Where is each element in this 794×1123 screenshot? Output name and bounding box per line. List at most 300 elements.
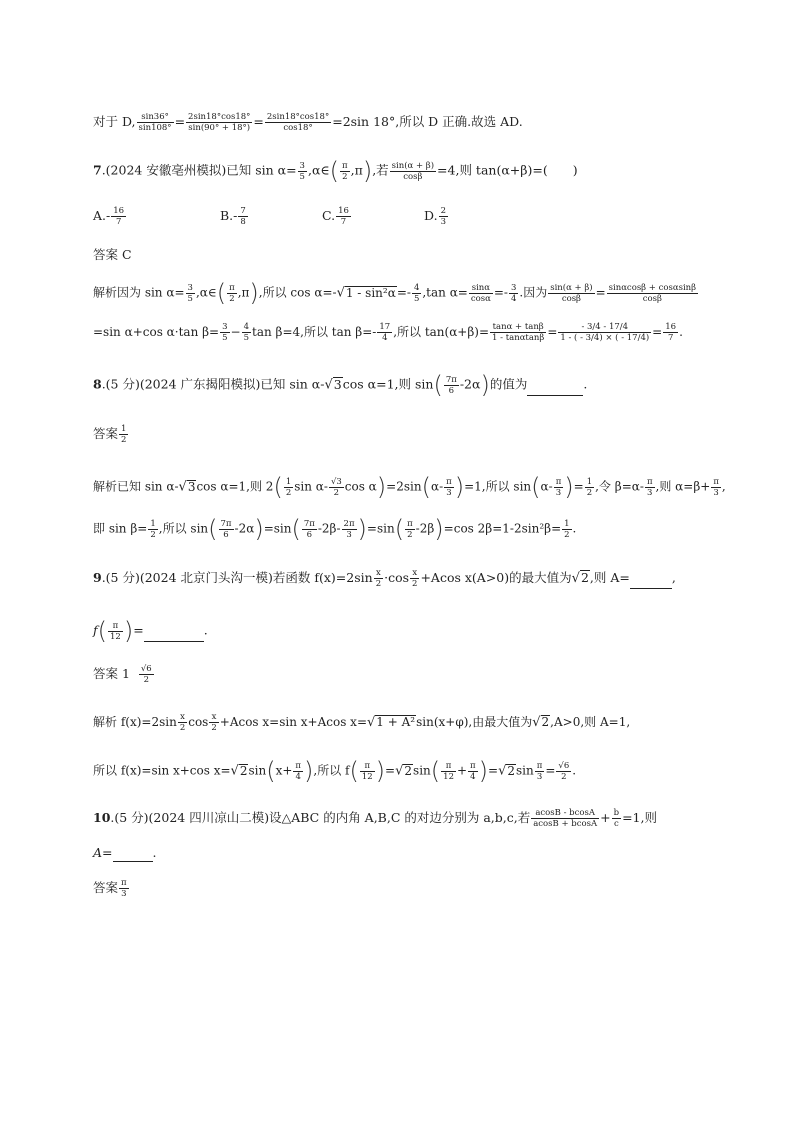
numerator: 1 (586, 476, 593, 487)
right-paren: ) (249, 279, 259, 307)
text: = (133, 622, 144, 638)
left-paren: ( (273, 473, 283, 501)
fraction (554, 477, 564, 498)
numerator: - 3/4 - 17/4 (558, 322, 651, 333)
question-number: 8 (93, 376, 102, 392)
right-paren: ) (254, 515, 264, 543)
text: = (545, 763, 556, 778)
fraction (360, 761, 375, 782)
denominator: 4 (382, 333, 388, 343)
denominator: 2 (407, 529, 413, 540)
text: = (547, 325, 558, 339)
answer-label: 答案 (93, 426, 119, 441)
fraction (509, 283, 518, 304)
text: ,所以 cos α=- (258, 285, 337, 300)
numerator: sin(α + β) (391, 160, 435, 171)
numerator: 1 (150, 518, 156, 529)
text: +Acos x(A>0)的最大值为 (420, 570, 572, 585)
radicand: 2 (239, 763, 248, 778)
numerator: 1 (564, 518, 570, 529)
left-paren: ( (531, 473, 541, 501)
denominator: 6 (306, 529, 313, 540)
fraction (119, 878, 129, 899)
denominator: 3 (346, 529, 352, 540)
denominator: 7 (340, 217, 347, 227)
denominator: 1 - ( - 3/4) × ( - 17/4) (560, 333, 650, 343)
text: 解析因为 sin α= (93, 285, 185, 300)
fraction (111, 206, 126, 227)
fraction (148, 519, 157, 540)
answer-8 (93, 424, 129, 445)
text: .(2024 安徽亳州模拟)已知 sin α= (101, 162, 297, 178)
text: =sin (263, 521, 292, 536)
question-10 (93, 808, 657, 829)
sqrt-icon: √ (532, 715, 541, 730)
numerator: 3 (222, 322, 228, 332)
fraction (227, 283, 237, 304)
numerator: 16 (665, 322, 677, 332)
text: ,则 A= (589, 570, 630, 585)
text: = (488, 763, 499, 778)
denominator: 5 (187, 293, 193, 304)
left-paren: ( (291, 515, 301, 543)
denominator: 3 (121, 889, 127, 899)
solution-7-line-2 (93, 322, 683, 343)
text: f (93, 622, 98, 638)
solution-7-line-1 (93, 279, 699, 307)
text: , (671, 570, 676, 585)
fraction (562, 519, 571, 540)
denominator: 5 (222, 333, 228, 343)
text: cos α=1,则 sin (342, 376, 434, 392)
option-label: D. (424, 208, 438, 223)
text: . (152, 845, 157, 860)
denominator: cos18° (283, 123, 313, 133)
numerator: π (121, 878, 127, 888)
numerator: π (555, 476, 562, 487)
text: cos (188, 715, 209, 729)
answer-blank[interactable] (144, 629, 204, 642)
text: =2sin 18°,所以 D 正确.故选 AD. (332, 114, 523, 129)
denominator: 2 (229, 293, 235, 304)
denominator: 4 (510, 293, 517, 304)
sqrt-icon: √ (336, 285, 345, 301)
text: ,A>0,则 A=1, (550, 715, 631, 729)
text: +Acos x=sin x+Acos x= (219, 715, 367, 729)
text: sin (413, 763, 431, 778)
left-paren: ( (394, 515, 405, 543)
text: α- (430, 479, 444, 494)
fraction (139, 664, 154, 685)
right-paren: ) (376, 473, 387, 501)
numerator: 7π (445, 374, 457, 385)
text: . (203, 622, 208, 638)
text: .因为 (519, 285, 548, 300)
right-paren: ) (304, 757, 314, 785)
radicand: 3 (333, 376, 342, 392)
numerator: π (446, 476, 452, 487)
right-paren: ) (478, 757, 489, 785)
fraction (329, 477, 344, 498)
text: . (572, 763, 577, 778)
fraction (444, 477, 454, 498)
denominator: 3 (713, 487, 719, 498)
left-paren: ( (216, 279, 227, 307)
denominator: acosB + bcosA (533, 819, 598, 829)
answer-blank[interactable] (630, 576, 672, 589)
question-7 (93, 157, 578, 185)
numerator: 7 (240, 206, 246, 216)
denominator: 6 (223, 529, 229, 540)
numerator: b (613, 808, 620, 818)
denominator: 2 (564, 529, 570, 540)
numerator: √3 (330, 476, 342, 487)
right-paren: ) (357, 515, 367, 543)
fraction (178, 712, 187, 733)
fraction (645, 477, 655, 498)
denominator: 2 (211, 723, 217, 733)
text: -2β (415, 521, 435, 536)
numerator: √6 (558, 760, 570, 771)
left-paren: ( (430, 757, 441, 785)
denominator: 5 (413, 293, 420, 304)
fraction (108, 621, 123, 642)
text: =1,则 (622, 810, 657, 825)
numerator: 4 (243, 322, 250, 332)
numerator: π (407, 518, 413, 529)
text: .(5 分)(2024 北京门头沟一模)若函数 f(x)=2sin (101, 570, 373, 585)
text: 即 sin β= (93, 521, 148, 536)
denominator: cosβ (403, 171, 423, 182)
numerator: 17 (379, 322, 391, 332)
denominator: c (613, 819, 619, 829)
option-b (220, 206, 249, 227)
question-number: 7 (93, 162, 102, 178)
radicand: 2 (541, 715, 550, 729)
denominator: 2 (333, 487, 340, 498)
sqrt-icon: √ (571, 571, 580, 586)
left-paren: ( (266, 757, 276, 785)
answer-blank[interactable] (113, 849, 153, 862)
text: sin α- (294, 479, 328, 494)
denominator: 12 (443, 771, 454, 782)
numerator: sin36° (137, 112, 174, 123)
option-label: B.- (220, 208, 238, 223)
answer-blank[interactable] (527, 383, 583, 396)
denominator: 1 - tanαtanβ (492, 333, 545, 343)
fraction (412, 283, 421, 304)
denominator: 12 (361, 771, 373, 782)
fraction (238, 206, 247, 227)
radicand: 2 (404, 763, 413, 778)
text: sin(x+φ),由最大值为 (416, 715, 533, 729)
text: sin (248, 763, 267, 778)
numerator: 2 (440, 206, 446, 216)
fraction (119, 424, 128, 445)
numerator: acosB - bcosA (531, 808, 599, 819)
text: 所以 f(x)=sin x+cos x= (93, 763, 231, 778)
denominator: 2 (121, 435, 127, 445)
fraction (137, 112, 174, 133)
text: + (456, 763, 468, 778)
text: x+ (275, 763, 293, 778)
sqrt-icon: √ (367, 715, 376, 730)
text: ,所以 f (313, 763, 350, 778)
option-label: C. (322, 208, 336, 223)
radicand: 1 - sin²α (345, 285, 396, 300)
text: ,tan α= (422, 285, 468, 300)
numerator: sinαcosβ + cosαsinβ (608, 282, 697, 293)
text: =- (396, 285, 411, 300)
numerator: π (295, 760, 302, 771)
fraction (531, 808, 599, 829)
right-paren: ) (480, 371, 490, 399)
fraction (556, 761, 571, 782)
text: =- (493, 285, 508, 300)
answer-label: 答案 1 (93, 666, 130, 681)
text: ,所以 sin (158, 521, 209, 536)
sqrt-icon: √ (230, 763, 239, 779)
option-d (424, 206, 449, 227)
left-paren: ( (349, 757, 359, 785)
text: cos α=1,则 2 (196, 479, 274, 494)
fraction (220, 322, 229, 343)
fraction (558, 322, 651, 343)
denominator: 5 (243, 333, 250, 343)
fraction (444, 375, 459, 396)
denominator: 2 (375, 579, 382, 589)
denominator: 3 (440, 217, 446, 227)
numerator: π (360, 761, 375, 772)
text: 解析 f(x)=2sin (93, 715, 177, 729)
radicand: 3 (187, 479, 196, 494)
question-number: 10 (93, 810, 111, 825)
denominator: 3 (536, 771, 543, 782)
text: = (652, 325, 663, 339)
fraction (469, 283, 493, 304)
denominator: cosβ (642, 293, 662, 304)
denominator: 8 (240, 217, 246, 227)
fraction (468, 761, 478, 782)
fraction (242, 322, 251, 343)
fraction (265, 112, 331, 133)
text: ,α∈ (307, 162, 330, 178)
text: =2sin (386, 479, 422, 494)
numerator: 3 (299, 160, 305, 171)
text: + (600, 810, 611, 825)
text: =1,所以 sin (464, 479, 532, 494)
numerator: sinα (469, 283, 493, 294)
numerator: 2π (343, 518, 355, 529)
text: ,所以 tan(α+β)= (393, 325, 490, 339)
fraction (336, 206, 351, 227)
text: ,若 (372, 162, 389, 178)
denominator: sin(90° + 18°) (188, 123, 251, 133)
text: = (385, 763, 396, 778)
fraction (284, 477, 293, 498)
numerator: 3 (187, 282, 193, 293)
fraction (302, 519, 317, 540)
fraction (548, 283, 594, 304)
numerator: x (410, 568, 419, 579)
numerator: 4 (413, 282, 420, 293)
denominator: cosα (470, 293, 491, 304)
option-c (322, 206, 352, 227)
text: − (230, 325, 241, 339)
numerator: 3 (510, 282, 517, 293)
fraction (186, 112, 252, 133)
fraction (441, 761, 456, 782)
text: ,π (350, 162, 363, 178)
text: , (721, 479, 726, 494)
numerator: π (229, 282, 235, 293)
denominator: 12 (110, 631, 121, 642)
fraction (298, 161, 307, 182)
numerator: π (470, 760, 476, 771)
fraction (377, 322, 392, 343)
denominator: 2 (179, 723, 186, 733)
right-paren: ) (362, 157, 373, 185)
text: . (572, 521, 577, 536)
radicand: 2 (507, 763, 516, 778)
right-paren: ) (434, 515, 444, 543)
denominator: 2 (150, 529, 156, 540)
fraction (585, 477, 594, 498)
text: ,则 α=β+ (655, 479, 711, 494)
sqrt-icon: √ (498, 763, 507, 779)
denominator: 4 (295, 771, 301, 782)
prev-solution-line: 对于 D, $\frac{\sin 36^\circ}{\sin 108^\circ}$ = $\frac{2\sin 18^\circ\cos 18^\circ}{\sin(90^\circ + 18^\circ)}$ = $\frac{2\sin 18^\circ\cos 18^\circ}{\cos 18^\circ}$ =2sin 18°,所以 D 正确.故选 AD. (93, 112, 523, 133)
text: α- (540, 479, 553, 494)
numerator: 7π (303, 518, 315, 529)
fraction (293, 761, 303, 782)
left-paren: ( (97, 617, 108, 645)
fraction (663, 322, 678, 343)
option-label: A.- (93, 208, 111, 223)
denominator: 5 (299, 171, 305, 182)
numerator: π (108, 621, 123, 632)
numerator: π (441, 761, 456, 772)
text: =cos 2β=1-2sin²β= (443, 521, 562, 536)
fraction (490, 322, 546, 343)
fraction (186, 283, 195, 304)
right-paren: ) (375, 757, 386, 785)
fraction (612, 808, 621, 829)
fraction (607, 283, 698, 304)
answer-9 (93, 664, 155, 685)
solution-9-line-1 (93, 712, 630, 733)
text: =4,则 tan(α+β)=( ) (437, 162, 578, 178)
text: 的值为 (489, 376, 528, 392)
text: = (595, 285, 606, 300)
text: 对于 D, (93, 114, 136, 129)
text: ,π (237, 285, 250, 300)
numerator: 2sin18°cos18° (266, 112, 330, 122)
left-paren: ( (421, 473, 431, 501)
right-paren: ) (564, 473, 574, 501)
denominator: 6 (448, 385, 455, 396)
numerator: √6 (140, 664, 152, 674)
left-paren: ( (433, 371, 443, 399)
fraction (410, 568, 419, 589)
fraction (209, 712, 218, 733)
text: ,令 β=α- (595, 479, 644, 494)
denominator: 2 (586, 487, 593, 498)
fraction (711, 477, 721, 498)
solution-8-line-2 (93, 515, 577, 543)
text: cos α (344, 479, 377, 494)
text: tan β=4,所以 tan β=- (252, 325, 377, 339)
radicand: 1 + A² (376, 715, 416, 729)
numerator: π (342, 160, 348, 171)
denominator: 2 (412, 579, 418, 589)
text: A= (93, 845, 113, 860)
question-9 (93, 568, 676, 589)
numerator: x (374, 568, 383, 579)
text: -2α (234, 521, 255, 536)
text: sin (516, 763, 534, 778)
fraction (342, 519, 357, 540)
fraction (439, 206, 448, 227)
fraction (390, 161, 436, 182)
denominator: 3 (555, 487, 562, 498)
denominator: 3 (446, 487, 452, 498)
denominator: 7 (667, 333, 674, 343)
radicand: 2 (580, 570, 589, 585)
sqrt-icon: √ (324, 377, 333, 393)
numerator: 2sin18°cos18° (188, 112, 251, 122)
numerator: π (646, 476, 653, 487)
denominator: 3 (647, 487, 653, 498)
solution-8-line-1 (93, 473, 726, 501)
denominator: cosβ (561, 293, 581, 304)
denominator: 7 (115, 217, 122, 227)
text: . (583, 376, 588, 392)
solution-9-line-2 (93, 757, 577, 785)
text: =sin (366, 521, 395, 536)
answer-label: 答案 (93, 880, 119, 895)
fraction (219, 519, 234, 540)
text: .(5 分)(2024 广东揭阳模拟)已知 sin α- (101, 376, 325, 392)
numerator: 7π (220, 518, 232, 529)
text: ·cos (384, 570, 410, 585)
sqrt-icon: √ (178, 479, 187, 495)
question-10-line-2 (93, 844, 157, 862)
question-8 (93, 371, 588, 399)
denominator: 4 (470, 771, 476, 782)
denominator: sin108° (138, 123, 172, 133)
numerator: 1 (121, 424, 127, 434)
answer-7: 答案 C (93, 247, 132, 262)
denominator: 2 (342, 171, 348, 182)
numerator: π (536, 760, 543, 771)
fraction (405, 519, 415, 540)
numerator: 16 (338, 206, 349, 216)
numerator: π (713, 476, 719, 487)
fraction (535, 761, 545, 782)
denominator: 2 (285, 487, 292, 498)
numerator: x (178, 712, 187, 723)
left-paren: ( (208, 515, 218, 543)
question-9-line-2 (93, 617, 208, 645)
numerator: x (209, 712, 218, 723)
numerator: tanα + tanβ (490, 322, 546, 333)
text: = (573, 479, 584, 494)
sqrt-icon: √ (395, 763, 404, 779)
numerator: 16 (113, 206, 125, 216)
numerator: 1 (285, 476, 292, 487)
numerator: sin(α + β) (550, 282, 593, 293)
